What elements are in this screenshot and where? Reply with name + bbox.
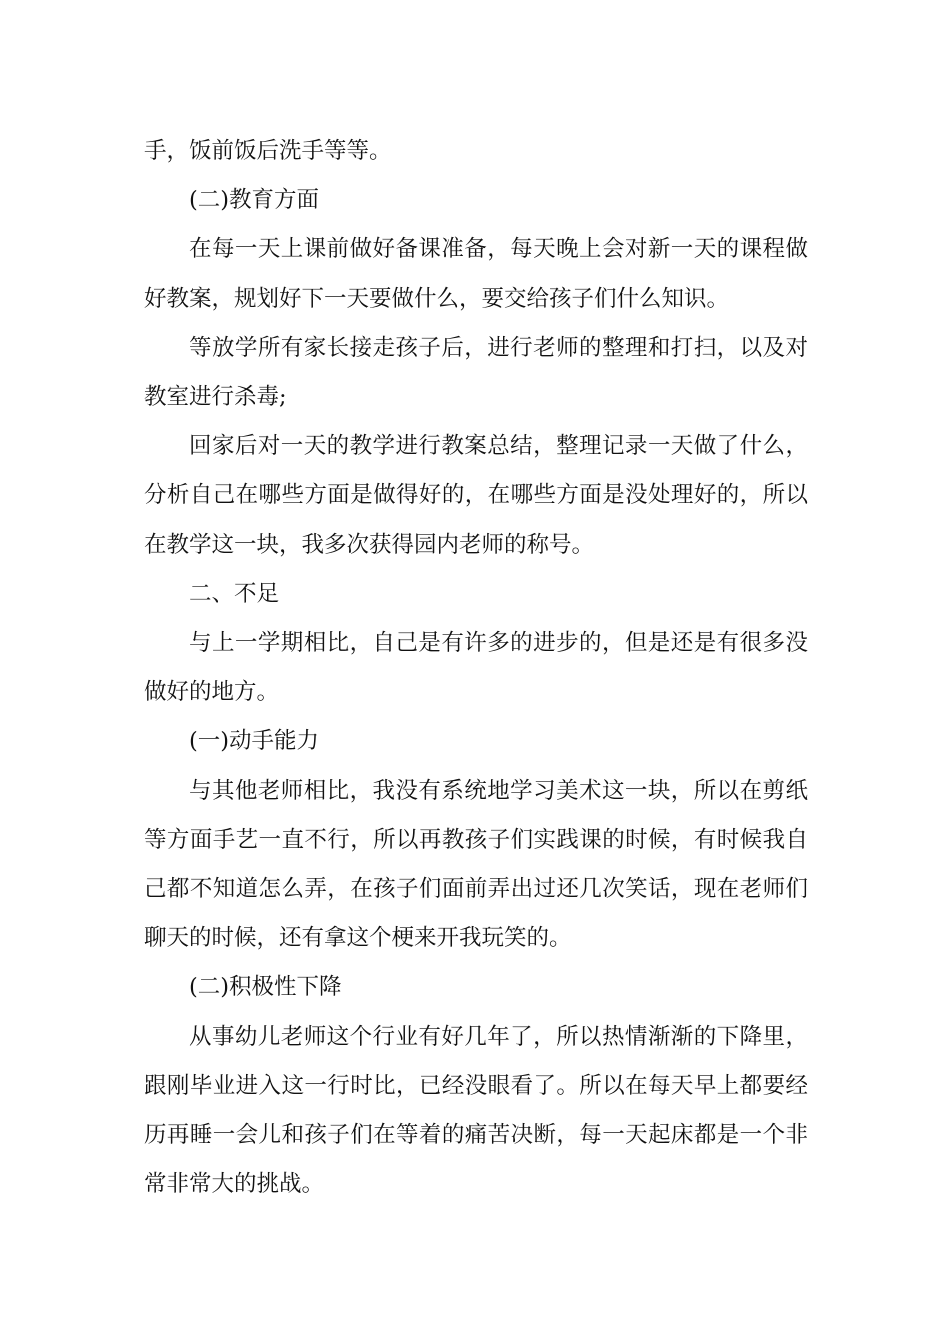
document-page xyxy=(144,127,808,1209)
heading-shortcomings: 二、不足 xyxy=(189,580,280,607)
subheading-education: (二)教育方面 xyxy=(189,187,320,214)
paragraph-continuation: 手，饭前饭后洗手等等。 xyxy=(144,138,392,164)
subheading-motivation: (二)积极性下降 xyxy=(189,974,342,1001)
paragraph-home-summary: 回家后对一天的教学进行教案总结，整理记录一天做了什么，分析自己在哪些方面是做得好的，在哪些方面是没处理好的，所以在教学这一块，我多次获得园内老师的称号。 xyxy=(144,433,808,558)
subheading-hands-on: (一)动手能力 xyxy=(189,728,320,755)
paragraph-lesson-prep: 在每一天上课前做好备课准备，每天晚上会对新一天的课程做好教案，规划好下一天要做什么，要交给孩子们什么知识。 xyxy=(144,236,808,312)
paragraph-comparison: 与上一学期相比，自己是有许多的进步的，但是还是有很多没做好的地方。 xyxy=(144,630,808,706)
paragraph-enthusiasm: 从事幼儿老师这个行业有好几年了，所以热情渐渐的下降里，跟刚毕业进入这一行时比，已经没眼看了。所以在每天早上都要经历再睡一会儿和孩子们在等着的痛苦决断，每一天起床都是一个非常非常大的挑战。 xyxy=(144,1023,808,1198)
paragraph-after-school: 等放学所有家长接走孩子后，进行老师的整理和打扫，以及对教室进行杀毒; xyxy=(144,334,808,411)
paragraph-art-skills: 与其他老师相比，我没有系统地学习美术这一块，所以在剪纸等方面手艺一直不行，所以再教孩子们实践课的时候，有时候我自己都不知道怎么弄，在孩子们面前弄出过还几次笑话，现在老师们聊天的时候，还有拿这个梗来开我玩笑的。 xyxy=(144,777,808,952)
